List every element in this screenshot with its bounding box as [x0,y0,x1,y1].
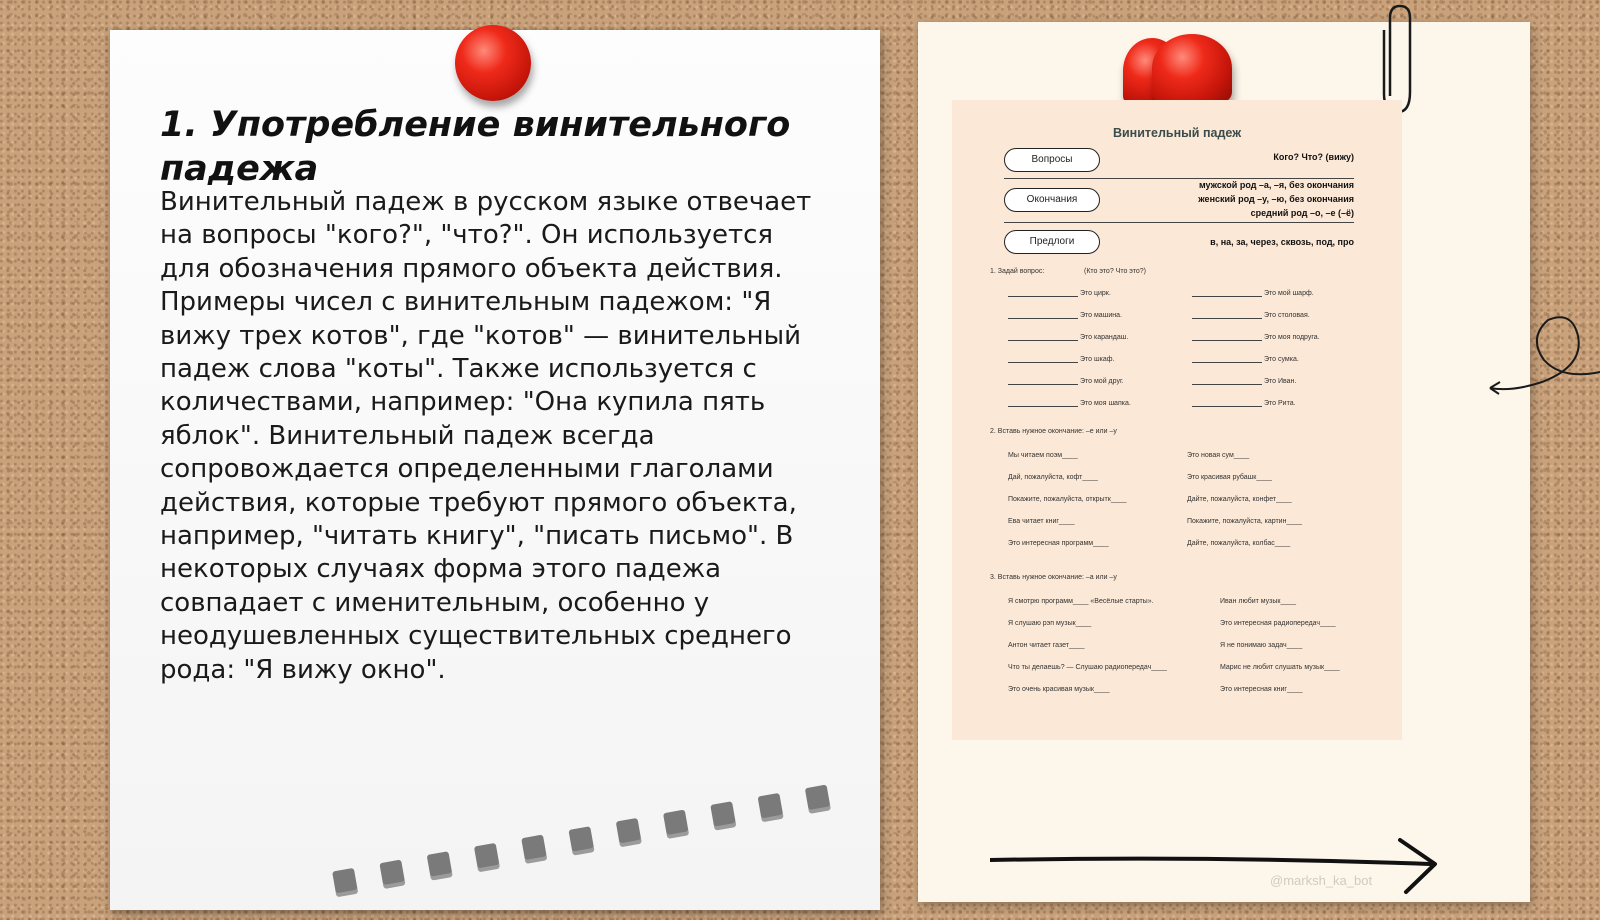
worksheet-row-text: мужской род –а, –я, без окончания [1198,180,1354,190]
task1-item: Это столовая. [1192,312,1310,319]
worksheet-pill-prepositions: Предлоги [1004,230,1100,254]
spiral-hole [616,818,642,847]
spiral-hole [568,826,594,855]
worksheet-row-text: Кого? Что? (вижу) [1273,152,1354,162]
task1-item: Это мой шарф. [1192,290,1314,297]
task1-item: Это шкаф. [1008,356,1114,363]
worksheet-title: Винительный падеж [1112,126,1242,140]
task1-item: Это машина. [1008,312,1122,319]
worksheet-row-text: в, на, за, через, сквозь, под, про [1210,237,1354,247]
worksheet-row-text: женский род –у, –ю, без окончания [1198,194,1354,204]
task2-item: Дайте, пожалуйста, конфет____ [1187,496,1292,503]
task3-title: 3. Вставь нужное окончание: –а или –у [990,574,1117,581]
task2-item: Дай, пожалуйста, кофт____ [1008,474,1098,481]
task1-item: Это мой друг. [1008,378,1124,385]
task1-item: Это цирк. [1008,290,1111,297]
task3-item: Иван любит музык____ [1220,598,1297,605]
task2-item: Это новая сум____ [1187,452,1250,459]
squiggle-arrow-icon [1482,310,1600,410]
arrow-right-icon[interactable] [990,838,1450,898]
task3-item: Марис не любит слушать музык____ [1220,664,1340,671]
spiral-hole [474,843,500,872]
task2-item: Это красивая рубашк____ [1187,474,1272,481]
task2-item: Дайте, пожалуйста, колбас____ [1187,540,1291,547]
slide-body-text: Винительный падеж в русском языке отвечает на вопросы "кого?", "что?". Он используется для обозначения прямого объекта действия. Примеры чисел с винительным падежом: "Я вижу трех котов", где "котов" — винительный падеж слова "коты". Также используется с количествами, например: "Она купила пять яблок". Винительный падеж всегда сопровождается определенными глаголами действия, которые требуют прямого объекта, например, "читать книгу", "писать письмо". В некоторых случаях форма этого падежа совпадает с именительным, особенно у неодушевленных существительных среднего рода: "Я вижу окно". [160,187,812,685]
worksheet-image [952,100,1402,740]
task1-item: Это Иван. [1192,378,1296,385]
task1-item: Это Рита. [1192,400,1296,407]
task3-item: Я смотрю программ____ «Весёлые старты». [1008,598,1154,605]
task1-hint: (Кто это? Что это?) [1084,268,1146,275]
watermark: @marksh_ka_bot [1270,873,1373,888]
task2-item: Это интересная программ____ [1008,540,1109,547]
spiral-hole [758,793,784,822]
task3-item: Что ты делаешь? — Слушаю радиопередач____ [1008,664,1167,671]
spiral-hole [379,860,405,889]
push-pin-icon [455,25,531,101]
task2-item: Покажите, пожалуйста, картин____ [1187,518,1303,525]
task3-item: Это интересная радиопередач____ [1220,620,1336,627]
spiral-hole [805,785,831,814]
spiral-hole [710,801,736,830]
task2-item: Мы читаем поэм____ [1008,452,1078,459]
task1-title: 1. Задай вопрос: [990,268,1045,275]
spiral-hole [332,868,358,897]
task1-item: Это моя шапка. [1008,400,1131,407]
spiral-hole [427,851,453,880]
worksheet-row-text: средний род –о, –е (–ё) [1250,208,1354,218]
task2-item: Ева читает книг____ [1008,518,1075,525]
task3-item: Антон читает газет____ [1008,642,1085,649]
push-pin-icon [1152,34,1232,102]
task1-item: Это моя подруга. [1192,334,1320,341]
worksheet-divider [1004,222,1354,223]
task3-item: Это очень красивая музык____ [1008,686,1110,693]
task2-item: Покажите, пожалуйста, открытк____ [1008,496,1127,503]
task1-item: Это карандаш. [1008,334,1128,341]
worksheet-pill-endings: Окончания [1004,188,1100,212]
spiral-hole [663,810,689,839]
task3-item: Я слушаю рэп музык____ [1008,620,1092,627]
spiral-hole [521,835,547,864]
worksheet-pill-questions: Вопросы [1004,148,1100,172]
task1-item: Это сумка. [1192,356,1299,363]
task3-item: Это интересная книг____ [1220,686,1303,693]
task3-item: Я не понимаю задач____ [1220,642,1303,649]
slide-title: 1. Употребление винительного падежа [160,105,791,189]
task2-title: 2. Вставь нужное окончание: –е или –у [990,428,1117,435]
